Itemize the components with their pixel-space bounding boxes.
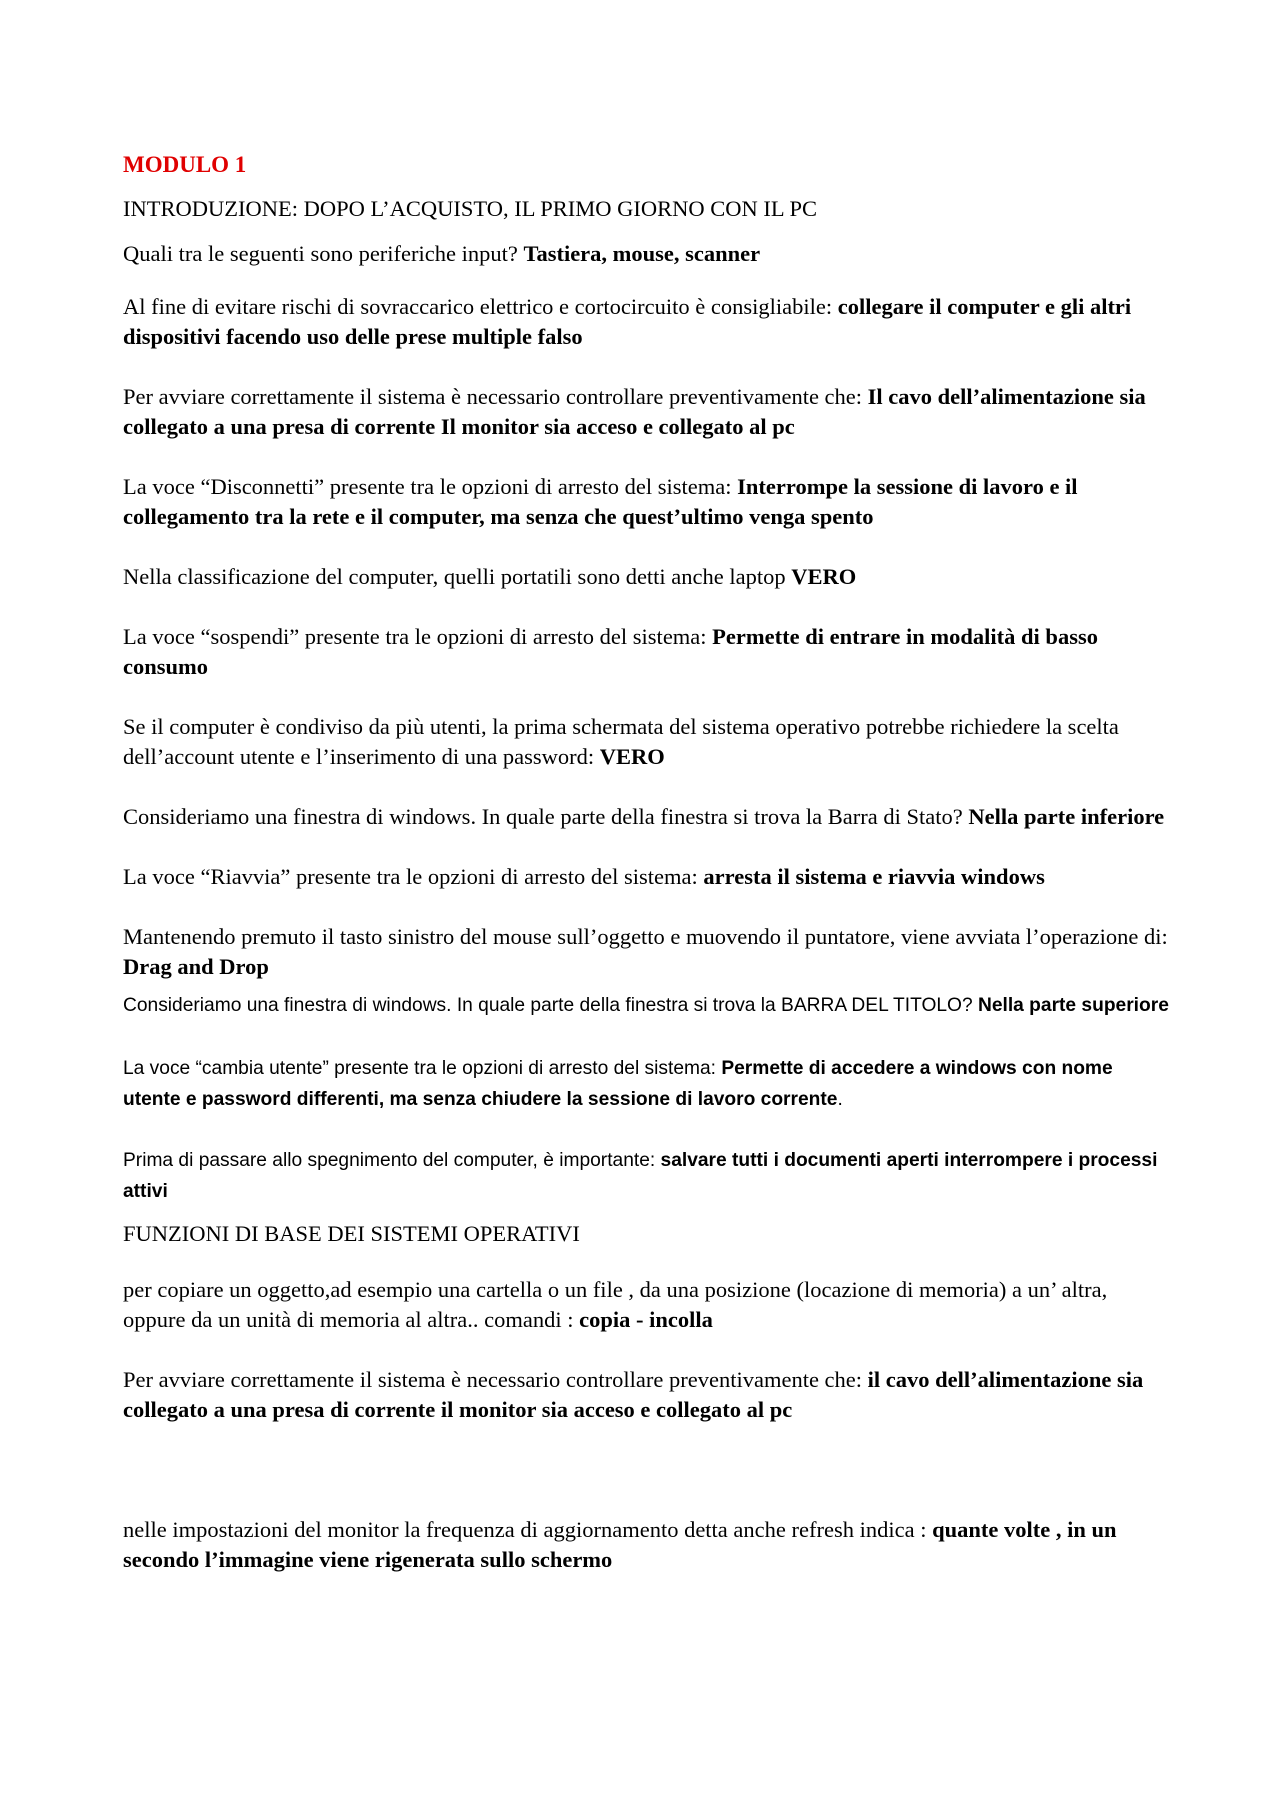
question-text: La voce “Riavvia” presente tra le opzioni di arresto del sistema: xyxy=(123,864,704,889)
answer-text: VERO xyxy=(791,564,857,589)
question-text: per copiare un oggetto,ad esempio una cartella o un file , da una posizione (locazione di memoria) a un’ altra, oppure da un unità di memoria al altra.. comandi : xyxy=(123,1277,1108,1332)
qa-paragraph xyxy=(123,1145,1173,1207)
answer-text: quante volte , in un secondo l’immagine viene rigenerata sullo schermo xyxy=(123,1517,1117,1572)
qa-paragraph xyxy=(123,990,1173,1021)
qa-paragraph xyxy=(123,472,1173,532)
qa-paragraph xyxy=(123,802,1173,832)
qa-paragraph xyxy=(123,1275,1173,1335)
answer-text: collegare il computer e gli altri dispositivi facendo uso delle prese multiple falso xyxy=(123,294,1132,349)
answer-text: Drag and Drop xyxy=(123,954,269,979)
question-text: Se il computer è condiviso da più utenti, la prima schermata del sistema operativo potrebbe richiedere la scelta dell’account utente e l’inserimento di una password: xyxy=(123,714,1119,769)
answer-text: il cavo dell’alimentazione sia collegato a una presa di corrente il monitor sia acceso e collegato al pc xyxy=(123,1367,1144,1422)
question-text: La voce “Disconnetti” presente tra le opzioni di arresto del sistema: xyxy=(123,474,738,499)
qa-paragraph xyxy=(123,292,1173,352)
answer-text: Interrompe la sessione di lavoro e il collegamento tra la rete e il computer, ma senza che quest’ultimo venga spento xyxy=(123,474,1078,529)
qa-paragraph xyxy=(123,922,1173,982)
qa-paragraph xyxy=(123,1053,1173,1115)
answer-text: VERO xyxy=(599,744,665,769)
qa-paragraph xyxy=(123,562,1173,592)
answer-text: copia - incolla xyxy=(579,1307,713,1332)
answer-text: Permette di accedere a windows con nome utente e password differenti, ma senza chiudere la sessione di lavoro corrente xyxy=(123,1058,1113,1110)
qa-paragraph xyxy=(123,239,1173,269)
qa-paragraph xyxy=(123,1365,1173,1425)
question-text: Quali tra le seguenti sono periferiche input? xyxy=(123,241,524,266)
answer-text: Nella parte inferiore xyxy=(968,804,1165,829)
qa-paragraph xyxy=(123,712,1173,772)
answer-text: arresta il sistema e riavvia windows xyxy=(703,864,1045,889)
qa-paragraph xyxy=(123,622,1173,682)
section-heading-funzioni: FUNZIONI DI BASE DEI SISTEMI OPERATIVI xyxy=(123,1221,580,1246)
question-text: nelle impostazioni del monitor la frequenza di aggiornamento detta anche refresh indica : xyxy=(123,1517,933,1542)
question-text: Consideriamo una finestra di windows. In quale parte della finestra si trova la BARRA DEL TITOLO? xyxy=(123,995,978,1016)
document-title: MODULO 1 xyxy=(123,152,247,177)
qa-paragraph xyxy=(123,862,1173,892)
answer-tail: . xyxy=(837,1089,843,1110)
document-page xyxy=(123,150,1173,1575)
qa-paragraph xyxy=(123,382,1173,442)
answer-text: salvare tutti i documenti aperti interrompere i processi attivi xyxy=(123,1150,1158,1202)
question-text: Prima di passare allo spegnimento del computer, è importante: xyxy=(123,1150,661,1171)
question-text: Mantenendo premuto il tasto sinistro del mouse sull’oggetto e muovendo il puntatore, viene avviata l’operazione di: xyxy=(123,924,1168,949)
question-text: Per avviare correttamente il sistema è necessario controllare preventivamente che: xyxy=(123,1367,868,1392)
answer-text: Tastiera, mouse, scanner xyxy=(523,241,761,266)
answer-text: Permette di entrare in modalità di basso consumo xyxy=(123,624,1098,679)
question-text: Per avviare correttamente il sistema è necessario controllare preventivamente che: xyxy=(123,384,868,409)
answer-text: Il cavo dell’alimentazione sia collegato a una presa di corrente Il monitor sia acceso e collegato al pc xyxy=(123,384,1146,439)
question-text: La voce “sospendi” presente tra le opzioni di arresto del sistema: xyxy=(123,624,713,649)
question-text: Consideriamo una finestra di windows. In quale parte della finestra si trova la Barra di Stato? xyxy=(123,804,969,829)
question-text: Nella classificazione del computer, quelli portatili sono detti anche laptop xyxy=(123,564,792,589)
qa-paragraph xyxy=(123,1515,1173,1575)
answer-text: Nella parte superiore xyxy=(977,995,1169,1016)
section-heading-introduzione: INTRODUZIONE: DOPO L’ACQUISTO, IL PRIMO GIORNO CON IL PC xyxy=(123,196,817,221)
question-text: La voce “cambia utente” presente tra le opzioni di arresto del sistema: xyxy=(123,1058,722,1079)
question-text: Al fine di evitare rischi di sovraccarico elettrico e cortocircuito è consigliabile: xyxy=(123,294,838,319)
